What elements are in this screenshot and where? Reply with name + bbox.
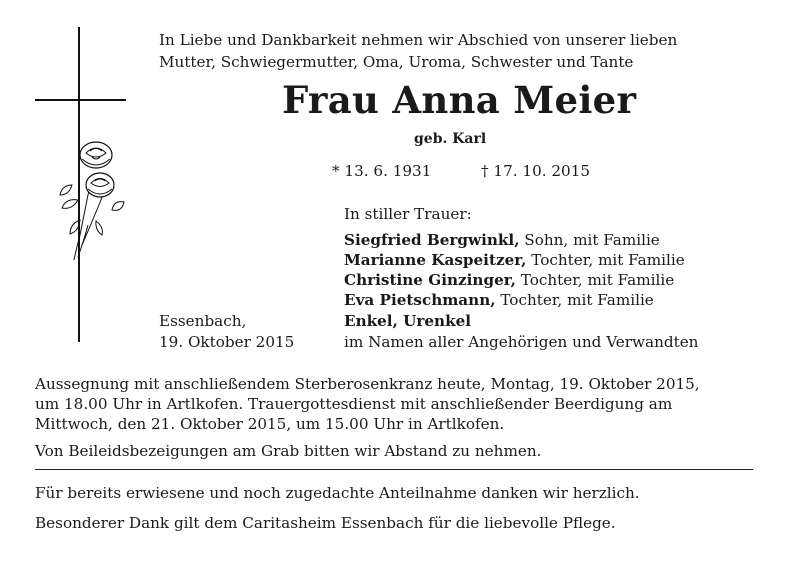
mourner-name: Siegfried Bergwinkl, <box>344 231 520 249</box>
mourners-heading: In stiller Trauer: <box>344 205 472 223</box>
cross-with-roses-icon <box>30 25 130 345</box>
mourner-row <box>344 230 660 251</box>
place: Essenbach, <box>159 312 247 330</box>
mourner-relation: Tochter, mit Familie <box>526 251 685 269</box>
mourner-row <box>344 290 654 311</box>
ceremony-line-1: Aussegnung mit anschließendem Sterberosenkranz heute, Montag, 19. Oktober 2015, <box>35 375 700 393</box>
mourner-relation: Tochter, mit Familie <box>515 271 675 289</box>
mourners-closing: im Namen aller Angehörigen und Verwandten <box>344 333 699 351</box>
divider <box>35 469 753 470</box>
notice-date: 19. Oktober 2015 <box>159 333 295 351</box>
condolence-note: Von Beileidsbezeigungen am Grab bitten wir Abstand zu nehmen. <box>35 442 542 460</box>
mourner-relation: Tochter, mit Familie <box>495 291 654 309</box>
mourner-name: Marianne Kaspeitzer, <box>344 251 527 269</box>
birth-name: geb. Karl <box>414 131 487 147</box>
birth-date: * 13. 6. 1931 <box>332 162 432 180</box>
thanks-line-2: Besonderer Dank gilt dem Caritasheim Essenbach für die liebevolle Pflege. <box>35 514 616 532</box>
mourner-row <box>344 270 674 291</box>
intro-line-1: In Liebe und Dankbarkeit nehmen wir Abschied von unserer lieben <box>159 31 678 49</box>
mourner-relation: Sohn, mit Familie <box>519 231 660 249</box>
deceased-name: Frau Anna Meier <box>282 78 637 122</box>
ceremony-line-2: um 18.00 Uhr in Artlkofen. Trauergottesdienst mit anschließender Beerdigung am <box>35 395 673 413</box>
thanks-line-1: Für bereits erwiesene und noch zugedachte Anteilnahme danken wir herzlich. <box>35 484 640 502</box>
mourner-name: Eva Pietschmann, <box>344 291 496 309</box>
mourner-row <box>344 311 471 332</box>
death-date: † 17. 10. 2015 <box>481 162 591 180</box>
ceremony-line-3: Mittwoch, den 21. Oktober 2015, um 15.00 Uhr in Artlkofen. <box>35 415 505 433</box>
mourner-name: Christine Ginzinger, <box>344 271 516 289</box>
intro-line-2: Mutter, Schwiegermutter, Oma, Uroma, Schwester und Tante <box>159 53 634 71</box>
mourner-row <box>344 250 685 271</box>
mourner-name: Enkel, Urenkel <box>344 312 472 330</box>
